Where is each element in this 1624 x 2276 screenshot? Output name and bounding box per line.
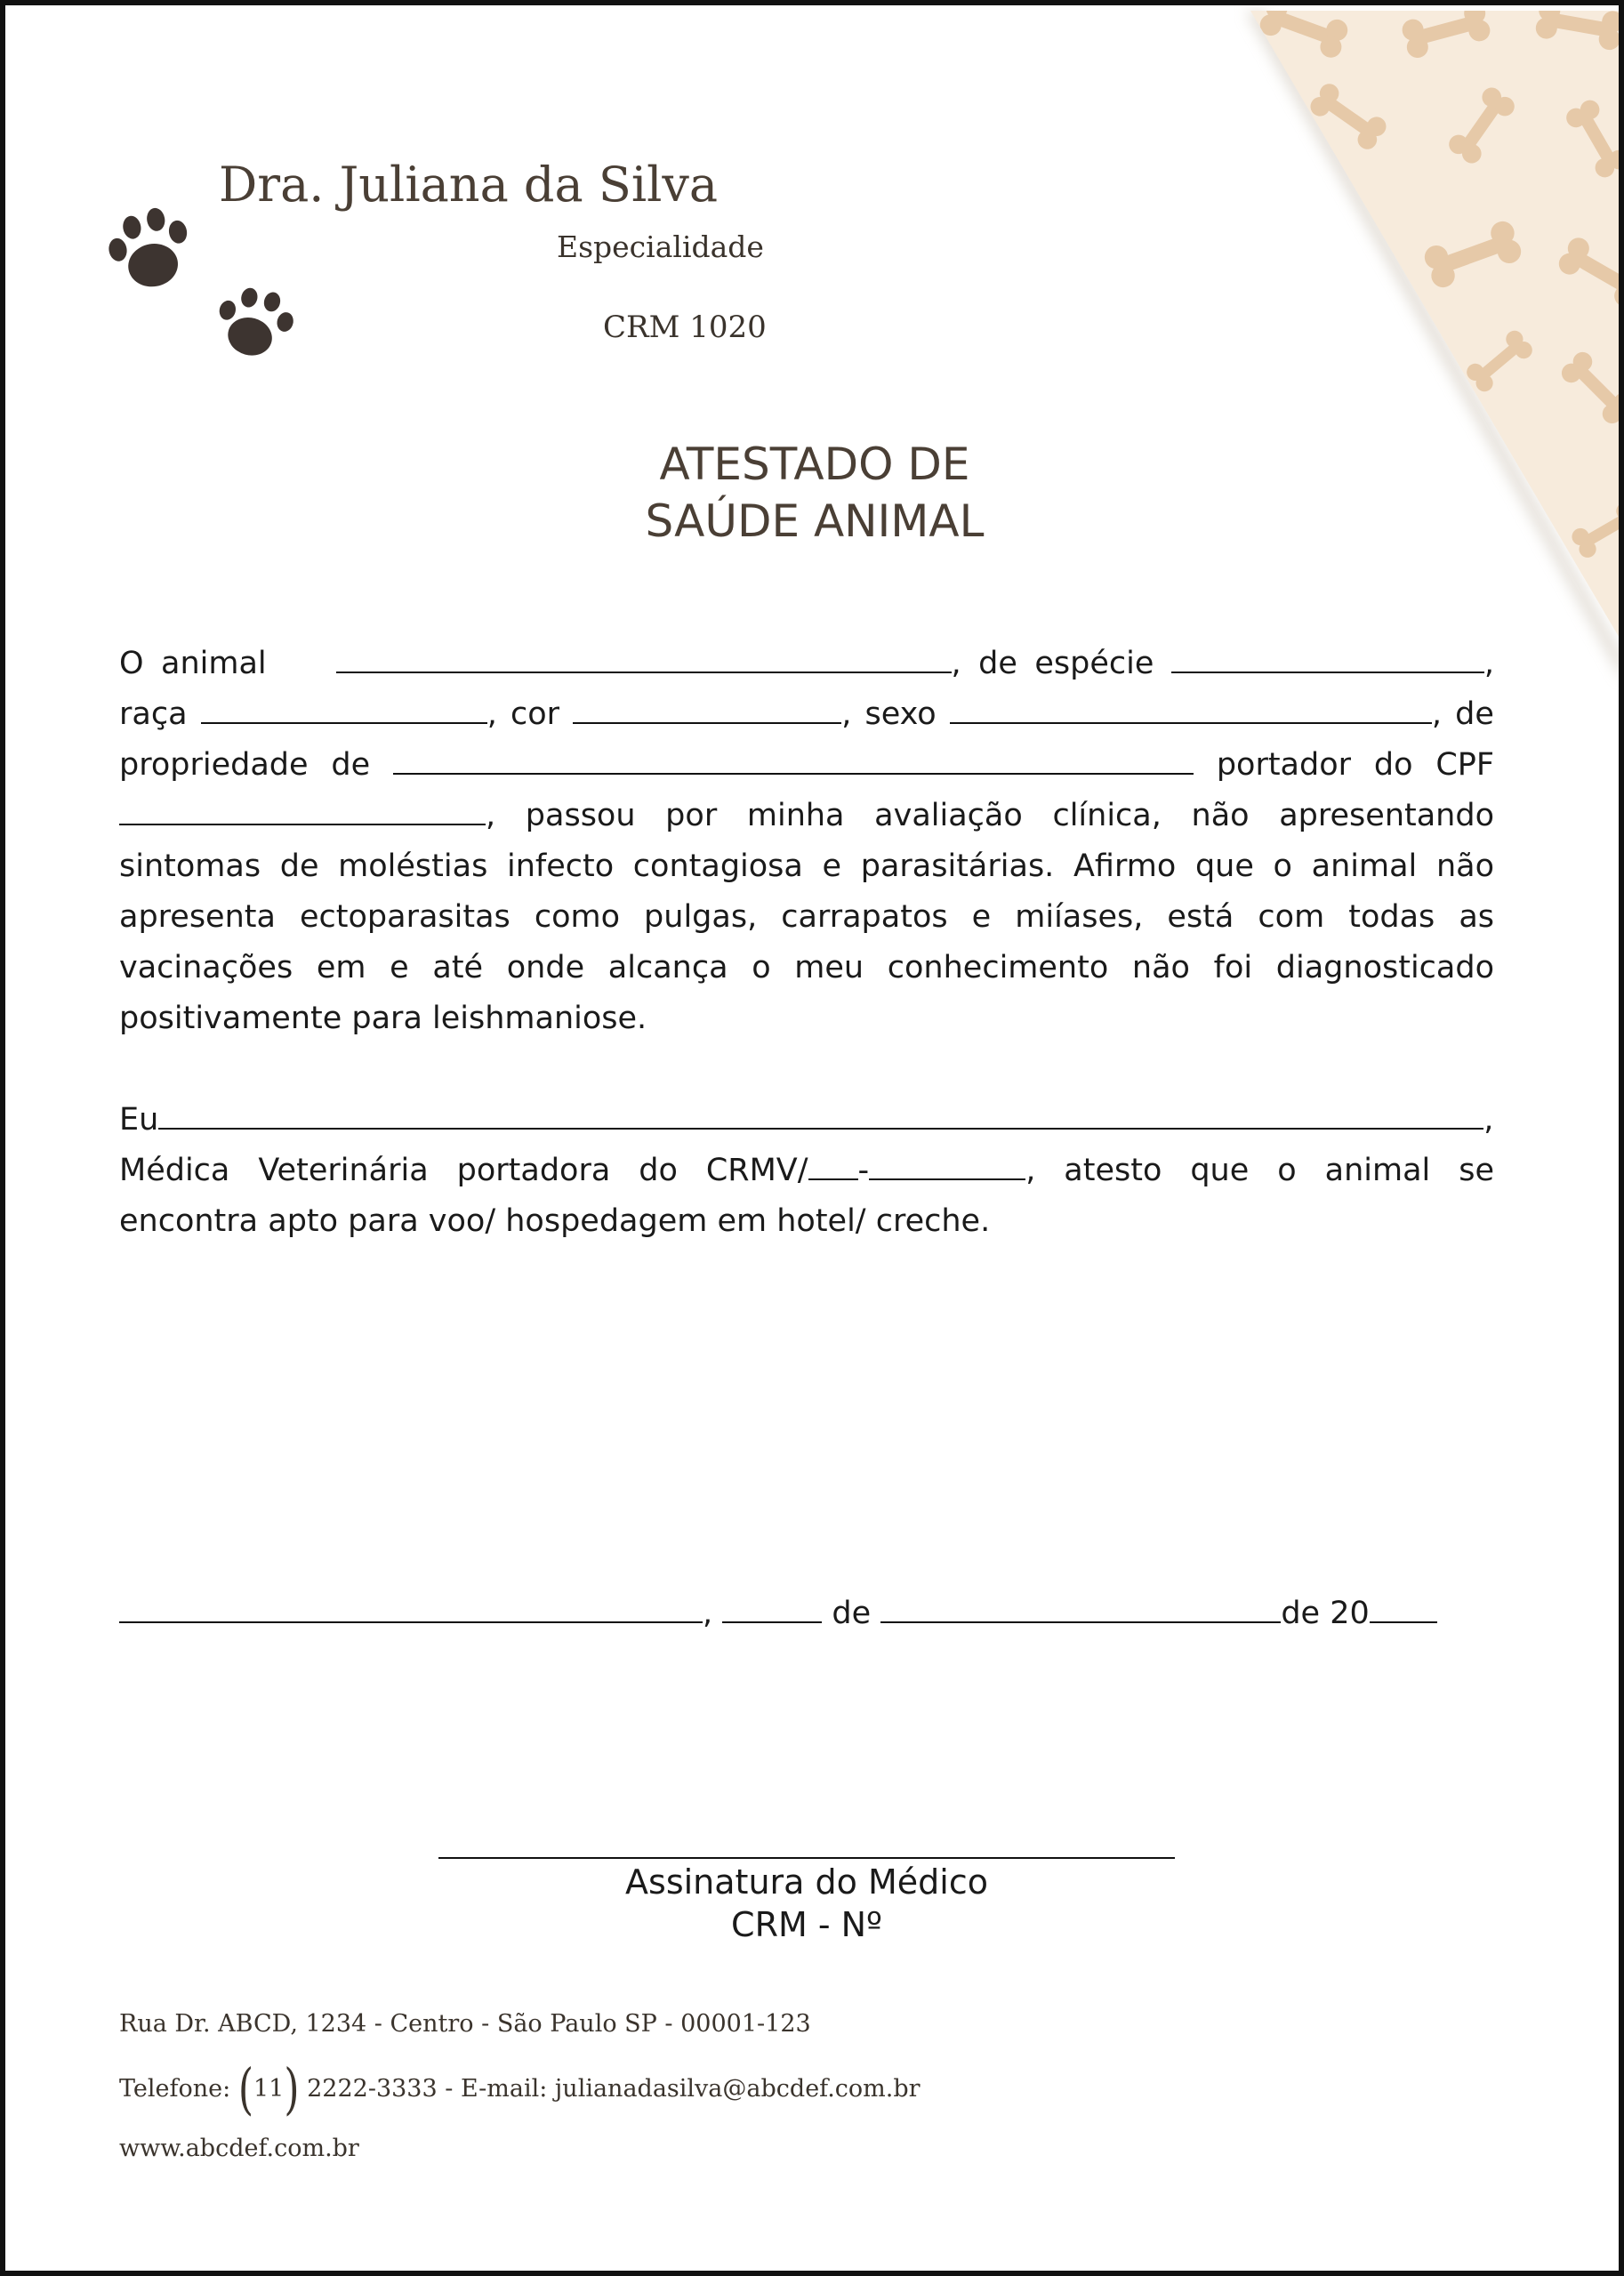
cpf-blank[interactable]: [119, 793, 486, 825]
label-de: de: [832, 1596, 872, 1631]
signature-crm: CRM - Nº: [731, 1905, 882, 1944]
text-line: [119, 740, 1494, 791]
text-line: encontra apto para voo/ hospedagem em hotel/ creche.: [119, 1203, 991, 1239]
text-line: [119, 1146, 1494, 1196]
paw-print-icon: [208, 283, 306, 372]
breed-blank[interactable]: [201, 692, 487, 724]
owner-blank[interactable]: [393, 743, 1194, 775]
signature-line[interactable]: [438, 1857, 1175, 1859]
animal-name-blank[interactable]: [336, 641, 952, 673]
phone-label: Telefone:: [119, 2075, 231, 2103]
crm-number: CRM 1020: [603, 310, 767, 345]
comma: ,: [1483, 1102, 1494, 1138]
text-line: [119, 1095, 1494, 1146]
dash: -: [857, 1153, 870, 1188]
text-line: [119, 791, 1494, 841]
crmv-number-blank[interactable]: [869, 1148, 1025, 1180]
paren-close: ): [284, 2057, 300, 2122]
label-color: , cor: [486, 696, 560, 732]
label-cpf: portador do CPF: [1216, 747, 1494, 783]
label-i: Eu: [119, 1102, 159, 1138]
text-line: vacinações em e até onde alcança o meu conhecimento não foi diagnosticado: [119, 950, 1494, 985]
text-line: sintomas de moléstias infecto contagiosa e parasitárias. Afirmo que o animal não: [119, 848, 1494, 884]
city-blank[interactable]: [119, 1591, 703, 1623]
text-attest: , atesto que o animal se: [1025, 1153, 1494, 1188]
signature-label: Assinatura do Médico: [625, 1862, 988, 1902]
species-blank[interactable]: [1171, 641, 1484, 673]
phone-email-text: 2222-3333 - E-mail: julianadasilva@abcdef.com.br: [307, 2075, 921, 2103]
phone-area-code: 11: [253, 2075, 285, 2103]
document-title-line2: SAÚDE ANIMAL: [645, 495, 985, 547]
paragraph-animal-info: [119, 639, 1494, 1044]
label-breed: raça: [119, 696, 188, 732]
text-line: apresenta ectoparasitas como pulgas, carrapatos e miíases, está com todas as: [119, 899, 1494, 935]
vet-name-blank[interactable]: [158, 1098, 1483, 1130]
footer-address: Rua Dr. ABCD, 1234 - Centro - São Paulo SP - 00001-123: [119, 2010, 811, 2038]
label-crmv: Médica Veterinária portadora do CRMV/: [119, 1153, 808, 1188]
month-blank[interactable]: [880, 1591, 1281, 1623]
label-species: , de espécie: [951, 646, 1154, 681]
comma: ,: [703, 1596, 713, 1631]
text-evaluation: , passou por minha avaliação clínica, não apresentando: [486, 798, 1494, 833]
day-blank[interactable]: [722, 1591, 822, 1623]
date-line: [119, 1588, 1437, 1639]
footer-phone-email: [119, 2057, 921, 2122]
sex-blank[interactable]: [950, 692, 1432, 724]
label-owner: propriedade de: [119, 747, 371, 783]
label-sex: , sexo: [841, 696, 937, 732]
label-de-20: de 20: [1281, 1596, 1370, 1631]
label-animal: O animal: [119, 646, 267, 681]
year-blank[interactable]: [1370, 1591, 1437, 1623]
crmv-state-blank[interactable]: [808, 1148, 858, 1180]
specialty: Especialidade: [557, 229, 764, 264]
text-line: [119, 639, 1494, 689]
text-line: [119, 689, 1494, 740]
comma: ,: [1483, 646, 1494, 681]
document-title-line1: ATESTADO DE: [659, 438, 970, 490]
paragraph-vet-statement: [119, 1095, 1494, 1247]
doctor-name: Dra. Juliana da Silva: [219, 157, 719, 213]
label-of: , de: [1431, 696, 1494, 732]
paw-print-icon: [100, 201, 206, 308]
color-blank[interactable]: [573, 692, 841, 724]
text-line: positivamente para leishmaniose.: [119, 1001, 647, 1036]
paren-open: (: [237, 2057, 253, 2122]
footer-website: www.abcdef.com.br: [119, 2135, 359, 2162]
